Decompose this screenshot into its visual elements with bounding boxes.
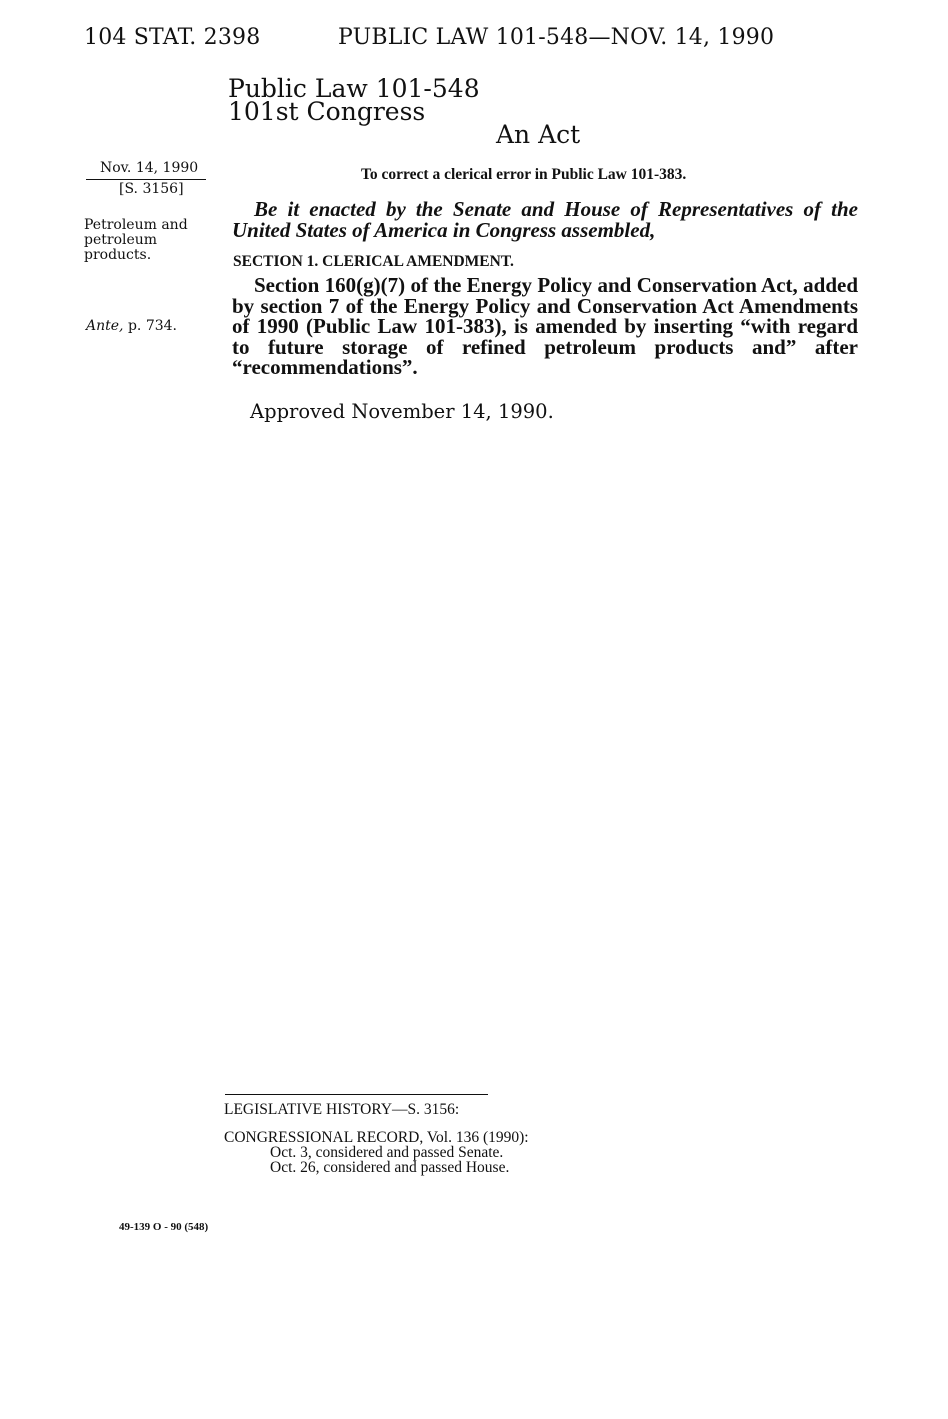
margin-topic-line: petroleum xyxy=(84,232,158,248)
margin-topic-note xyxy=(84,218,188,263)
margin-topic-line: products. xyxy=(84,247,152,263)
legislative-history-heading: LEGISLATIVE HISTORY—S. 3156: xyxy=(224,1101,460,1118)
margin-date: Nov. 14, 1990 xyxy=(100,160,199,176)
section-text: Section 160(g)(7) of the Energy Policy and Conservation Act, added by section 7 of the Energy Policy and Conservation Act Amendments of 1990 (Public Law 101-383), is amended by inserting “with regard to future storage of refined petroleum products and” after “recommendations”. xyxy=(232,273,858,379)
legislative-action: Oct. 3, considered and passed Senate. xyxy=(270,1144,504,1161)
congressional-record-line: CONGRESSIONAL RECORD, Vol. 136 (1990): xyxy=(224,1129,529,1146)
approval-date: Approved November 14, 1990. xyxy=(250,400,554,423)
margin-reference-page: p. 734. xyxy=(123,318,177,334)
section-heading: SECTION 1. CLERICAL AMENDMENT. xyxy=(233,253,514,270)
enacting-clause: Be it enacted by the Senate and House of Representatives of the United States of America in Congress assembled, xyxy=(232,197,858,242)
act-heading: An Act xyxy=(496,120,581,149)
legislative-history-rule xyxy=(225,1094,488,1095)
act-purpose: To correct a clerical error in Public Law 101-383. xyxy=(361,166,687,183)
congress-number: 101st Congress xyxy=(228,97,426,126)
legislative-history-block xyxy=(224,1130,529,1175)
running-head-law-date: PUBLIC LAW 101-548—NOV. 14, 1990 xyxy=(338,25,775,50)
margin-reference-ante: Ante, xyxy=(86,318,124,334)
print-code: 49-139 O - 90 (548) xyxy=(119,1221,209,1233)
margin-cross-reference xyxy=(86,319,177,334)
public-law-number: Public Law 101-548 xyxy=(228,74,480,103)
legislative-action: Oct. 26, considered and passed House. xyxy=(270,1159,510,1176)
margin-date-rule xyxy=(86,179,206,180)
stat-citation: 104 STAT. 2398 xyxy=(84,25,261,50)
margin-bill-number: [S. 3156] xyxy=(119,181,184,197)
margin-topic-line: Petroleum and xyxy=(84,217,188,233)
